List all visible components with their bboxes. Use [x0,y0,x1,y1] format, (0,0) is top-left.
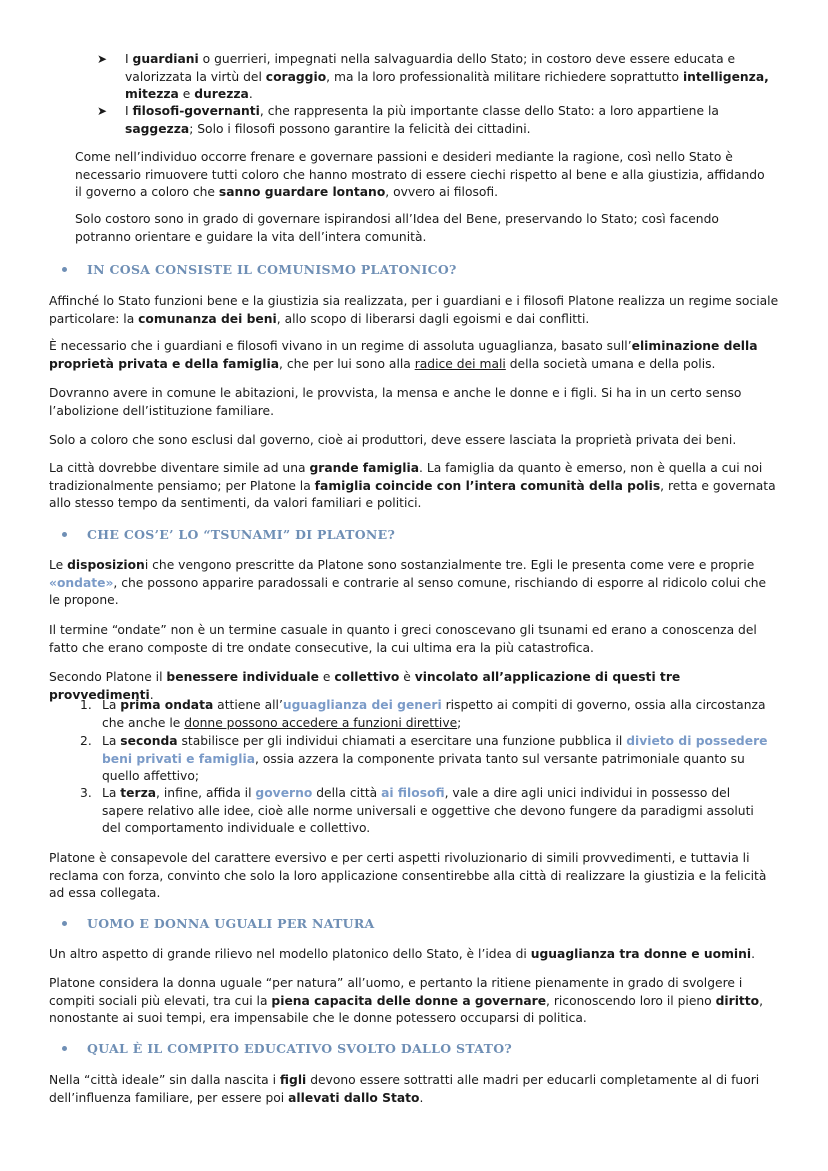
paragraph-solo-costoro: Solo costoro sono in grado di governare ispirandosi all’Idea del Bene, preservando lo Stato; così facendo potranno orientare e guidare la vita dell’intera comunità. [75,212,719,244]
dot-bullet-icon [62,532,67,537]
dot-bullet-icon [62,921,67,926]
list-item-ondata-2: 2. La seconda stabilisce per gli individui chiamati a esercitare una funzione pubblica il divieto di possedere beni privati e famiglia, ossia azzera la componente privata tanto sul versante patrimoniale quanto su quello affettivo; [80,734,768,783]
paragraph-solo-coloro: Solo a coloro che sono esclusi dal governo, cioè ai produttori, deve essere lasciata la proprietà privata dei beni. [49,433,737,447]
paragraph-citta-ideale: Nella “città ideale” sin dalla nascita i figli devono essere sottratti alle madri per educarli completamente al di fuori dell’influenza familiare, per essere poi allevati dallo Stato. [49,1073,760,1105]
section-heading-tsunami: CHE COS’E’ LO “TSUNAMI” DI PLATONE? [62,527,395,542]
arrow-bullet-icon: ➤ [97,52,108,66]
paragraph-individuo: Come nell’individuo occorre frenare e governare passioni e desideri mediante la ragione, così nello Stato è necessario rimuovere tutti coloro che hanno mostrato di essere ciechi rispetto al bene e alla giustizia, affidando il governo a coloro che sanno guardare lontano, ovvero ai filosofi. [75,150,765,199]
list-item-ondata-3: 3. La terza, infine, affida il governo della città ai filosofi, vale a dire agli unici individui in possesso del sapere relativo alle idee, cioè alle norme universali e oggettive che devono fungere da paradigmi assoluti del comportamento individuale e collettivo. [80,786,754,835]
section-heading-uomo-donna: UOMO E DONNA UGUALI PER NATURA [62,916,375,931]
paragraph-dovranno: Dovranno avere in comune le abitazioni, le provvista, la mensa e anche le donne e i figli. Si ha in un certo senso l’abolizione dell’istituzione familiare. [49,386,742,418]
paragraph-termine: Il termine “ondate” non è un termine casuale in quanto i greci conoscevano gli tsunami ed erano a conoscenza del fatto che erano composte di tre ondate consecutive, la cui ultima era la più catastrofica. [49,623,757,655]
arrow-bullet-icon: ➤ [97,104,108,118]
paragraph-altro: Un altro aspetto di grande rilievo nel modello platonico dello Stato, è l’idea di uguaglianza tra donne e uomini. [49,947,755,961]
section-heading-educativo: QUAL È IL COMPITO EDUCATIVO SVOLTO DALLO STATO? [62,1041,512,1056]
paragraph-secondo: Secondo Platone il benessere individuale e collettivo è vincolato all’applicazione di questi tre provvedimenti. [49,670,681,702]
paragraph-considera: Platone considera la donna uguale “per natura” all’uomo, e pertanto la ritiene pienamente in grado di svolgere i compiti sociali più elevati, tra cui la piena capacita delle donne a governare, riconoscendo loro il pieno diritto, nonostante ai suoi tempi, era impensabile che le donne potessero occuparsi di politica. [49,976,764,1025]
paragraph-disposizioni: Le disposizioni che vengono prescritte da Platone sono sostanzialmente tre. Egli le presenta come vere e proprie «ondate», che possono apparire paradossali e contrarie al senso comune, rischiando di esporre al ridicolo colui che le propone. [49,558,767,607]
list-item-guardiani: ➤ I guardiani o guerrieri, impegnati nella salvaguardia dello Stato; in costoro deve essere educata e valorizzata la virtù del coraggio, ma la loro professionalità militare richiedere soprattutto intelligenza, mitezza e durezza. [97,52,769,101]
dot-bullet-icon [62,267,67,272]
paragraph-consapevole: Platone è consapevole del carattere eversivo e per certi aspetti rivoluzionario di simili provvedimenti, e tuttavia li reclama con forza, convinto che solo la loro applicazione consentirebbe alla città di realizzare la giustizia e la felicità ad essa collegata. [49,851,767,900]
paragraph-necessario: È necessario che i guardiani e filosofi vivano in un regime di assoluta uguaglianza, basato sull’eliminazione della proprietà privata e della famiglia, che per lui sono alla radice dei mali della società umana e della polis. [49,339,758,371]
dot-bullet-icon [62,1046,67,1051]
list-item-filosofi: ➤ I filosofi-governanti, che rappresenta la più importante classe dello Stato: a loro appartiene la saggezza; Solo i filosofi possono garantire la felicità dei cittadini. [97,104,719,136]
paragraph-citta: La città dovrebbe diventare simile ad una grande famiglia. La famiglia da quanto è emerso, non è quella a cui noi tradizionalmente pensiamo; per Platone la famiglia coincide con l’intera comunità della polis, retta e governata allo stesso tempo da sentimenti, da valori familiari e politici. [49,461,776,510]
list-item-ondata-1: 1. La prima ondata attiene all’uguaglianza dei generi rispetto ai compiti di governo, ossia alla circostanza che anche le donne possono accedere a funzioni direttive; [80,698,766,730]
paragraph-affinche: Affinché lo Stato funzioni bene e la giustizia sia realizzata, per i guardiani e i filosofi Platone realizza un regime sociale particolare: la comunanza dei beni, allo scopo di liberarsi dagli egoismi e dai conflitti. [49,294,779,326]
section-heading-comunismo: IN COSA CONSISTE IL COMUNISMO PLATONICO? [62,262,457,277]
